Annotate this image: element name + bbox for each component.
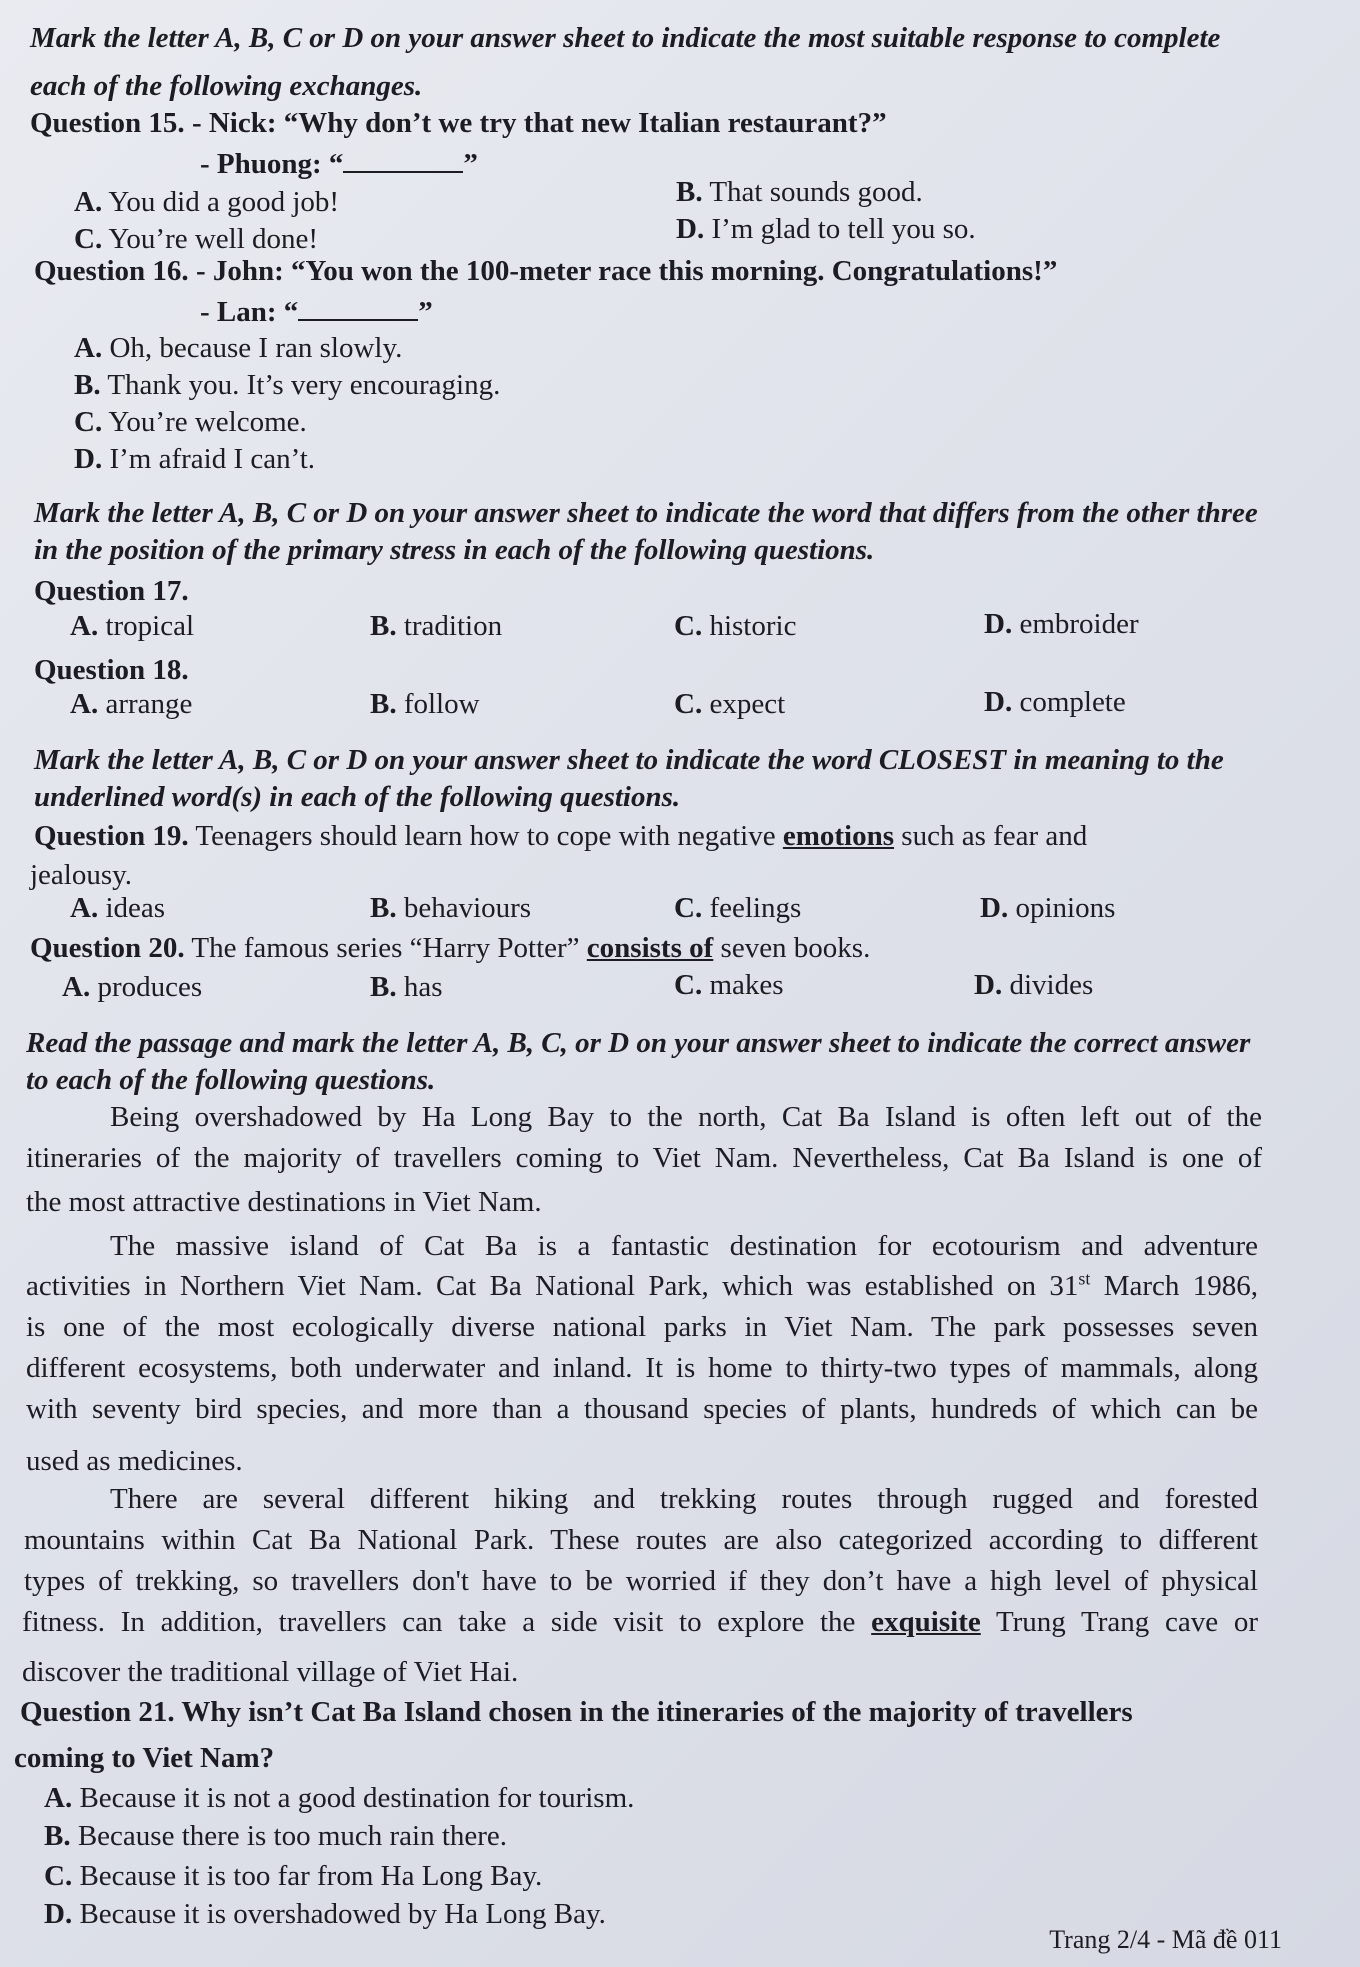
passage-p2-line4: different ecosystems, both underwater and inland. It is home to thirty-two types of mammals, along [26,1352,1258,1384]
question-19-option-c[interactable]: C. feelings [674,892,802,924]
question-19-prompt-line2: jealousy. [30,859,133,891]
passage-p3-line2: mountains within Cat Ba National Park. These routes are also categorized according to different [24,1524,1258,1556]
question-20-prompt: Question 20. The famous series “Harry Potter” consists of seven books. [30,932,871,964]
question-21-option-b[interactable]: B. Because there is too much rain there. [44,1820,508,1852]
question-18-label: Question 18. [34,654,189,686]
question-16-option-a[interactable]: A. Oh, because I ran slowly. [74,332,403,364]
question-15-label: Question 15. [30,107,185,139]
question-15-reply: - Phuong: “ ” [200,148,478,180]
question-18-option-a[interactable]: A. arrange [70,688,193,720]
question-15-option-c[interactable]: C. You’re well done! [74,223,319,255]
question-20-option-b[interactable]: B. has [370,971,443,1003]
passage-p2-line3: is one of the most ecologically diverse national parks in Viet Nam. The park possesses seven [26,1311,1258,1343]
passage-p1-line1: Being overshadowed by Ha Long Bay to the north, Cat Ba Island is often left out of the [110,1101,1262,1133]
underlined-word: exquisite [871,1606,981,1638]
instruction-exchanges-line2: each of the following exchanges. [30,70,423,102]
question-16-prompt: Question 16. - John: “You won the 100-meter race this morning. Congratulations!” [34,255,1058,287]
question-20-option-c[interactable]: C. makes [674,969,784,1001]
passage-p1-line3: the most attractive destinations in Viet Nam. [26,1186,542,1218]
instruction-reading-line1: Read the passage and mark the letter A, B, C, or D on your answer sheet to indicate the correct answer [26,1027,1251,1059]
question-16-label: Question 16. [34,255,189,287]
question-19-option-a[interactable]: A. ideas [70,892,166,924]
instruction-stress-line2: in the position of the primary stress in each of the following questions. [34,534,875,566]
passage-p3-line3: types of trekking, so travellers don't have to be worried if they don’t have a high level of physical [24,1565,1258,1597]
passage-p2-line1: The massive island of Cat Ba is a fantastic destination for ecotourism and adventure [110,1230,1258,1262]
answer-blank [343,149,463,173]
question-15-option-d[interactable]: D. I’m glad to tell you so. [676,213,976,245]
question-21-option-a[interactable]: A. Because it is not a good destination for tourism. [44,1782,635,1814]
question-19-label: Question 19. [34,820,189,852]
passage-p2-line6: used as medicines. [26,1445,243,1477]
question-20-option-a[interactable]: A. produces [62,971,203,1003]
question-21-prompt-line1: Question 21. Why isn’t Cat Ba Island chosen in the itineraries of the majority of travellers [20,1696,1133,1728]
instruction-reading-line2: to each of the following questions. [26,1064,436,1096]
question-19-option-d[interactable]: D. opinions [980,892,1116,924]
instruction-closest-line1: Mark the letter A, B, C or D on your answer sheet to indicate the word CLOSEST in meaning to the [34,744,1224,776]
question-19-prompt: Question 19. Teenagers should learn how to cope with negative emotions such as fear and [34,820,1088,852]
question-18-option-b[interactable]: B. follow [370,688,480,720]
instruction-stress-line1: Mark the letter A, B, C or D on your answer sheet to indicate the word that differs from the other three [34,497,1258,529]
question-21-option-c[interactable]: C. Because it is too far from Ha Long Bay. [44,1860,543,1892]
underlined-word: consists of [586,932,714,964]
passage-p2-line2: activities in Northern Viet Nam. Cat Ba National Park, which was established on 31st March 1986, [26,1268,1258,1302]
instruction-closest-line2: underlined word(s) in each of the following questions. [34,781,681,813]
underlined-word: emotions [782,820,895,852]
question-17-option-a[interactable]: A. tropical [70,610,195,642]
answer-blank [298,297,418,321]
instruction-exchanges-line1: Mark the letter A, B, C or D on your answer sheet to indicate the most suitable response to complete [30,22,1221,54]
question-16-option-c[interactable]: C. You’re welcome. [74,406,307,438]
question-17-option-b[interactable]: B. tradition [370,610,503,642]
question-16-option-d[interactable]: D. I’m afraid I can’t. [74,443,316,475]
question-20-label: Question 20. [30,932,185,964]
question-18-option-d[interactable]: D. complete [984,686,1126,718]
question-15-prompt: Question 15. - Nick: “Why don’t we try that new Italian restaurant?” [30,107,887,139]
question-16-reply: - Lan: “ ” [200,296,433,328]
passage-p3-line4: fitness. In addition, travellers can take a side visit to explore the exquisite Trung Trang cave or [22,1606,1258,1638]
passage-p3-line5: discover the traditional village of Viet Hai. [22,1656,519,1688]
page-footer: Trang 2/4 - Mã đề 011 [1049,1925,1282,1954]
question-19-option-b[interactable]: B. behaviours [370,892,532,924]
question-18-option-c[interactable]: C. expect [674,688,786,720]
passage-p1-line2: itineraries of the majority of travellers coming to Viet Nam. Nevertheless, Cat Ba Island is one of [26,1142,1262,1174]
question-17-label: Question 17. [34,575,189,607]
question-17-option-c[interactable]: C. historic [674,610,797,642]
question-16-option-b[interactable]: B. Thank you. It’s very encouraging. [74,369,501,401]
question-15-option-b[interactable]: B. That sounds good. [676,176,923,208]
question-17-option-d[interactable]: D. embroider [984,608,1139,640]
passage-p3-line1: There are several different hiking and trekking routes through rugged and forested [110,1483,1258,1515]
question-15-option-a[interactable]: A. You did a good job! [74,186,340,218]
question-21-prompt-line2: coming to Viet Nam? [14,1742,275,1774]
question-20-option-d[interactable]: D. divides [974,969,1094,1001]
question-21-option-d[interactable]: D. Because it is overshadowed by Ha Long Bay. [44,1898,606,1930]
passage-p2-line5: with seventy bird species, and more than a thousand species of plants, hundreds of which can be [26,1393,1258,1425]
